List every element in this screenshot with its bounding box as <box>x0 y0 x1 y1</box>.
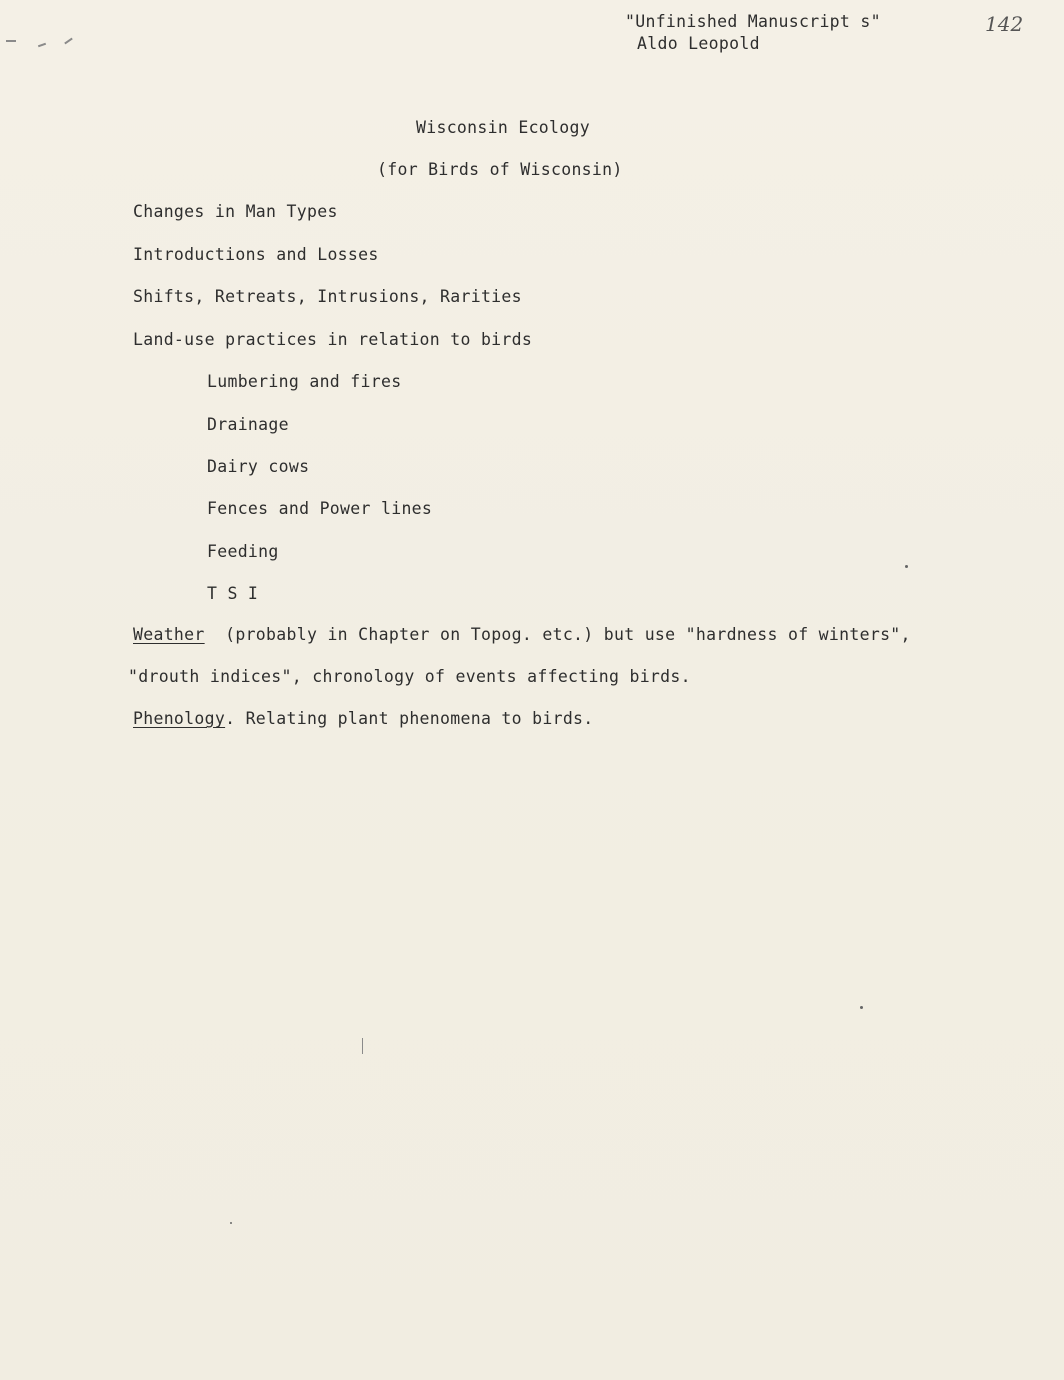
stray-mark <box>38 43 46 48</box>
stray-mark <box>6 40 16 42</box>
land-use-item: Feeding <box>207 542 279 561</box>
topic-item: Introductions and Losses <box>133 245 379 264</box>
phenology-line <box>133 709 594 729</box>
stray-mark <box>362 1038 363 1054</box>
phenology-text: . Relating plant phenomena to birds. <box>225 709 594 728</box>
land-use-item: T S I <box>207 584 259 603</box>
page-number: 142 <box>985 12 1024 36</box>
land-use-item: Drainage <box>207 415 289 434</box>
topic-item: Changes in Man Types <box>133 202 338 221</box>
ink-speck <box>905 565 908 568</box>
topic-item: Shifts, Retreats, Intrusions, Rarities <box>133 287 522 306</box>
phenology-label: Phenology <box>133 709 226 728</box>
stray-mark <box>64 38 73 45</box>
weather-text: (probably in Chapter on Topog. etc.) but use "hardness of winters", <box>225 625 911 644</box>
collection-title: "Unfinished Manuscript s" <box>625 12 881 31</box>
ink-speck <box>860 1006 863 1009</box>
land-use-item: Lumbering and fires <box>207 372 402 391</box>
weather-line <box>133 625 911 645</box>
page-subtitle: (for Birds of Wisconsin) <box>377 160 623 179</box>
weather-continuation: "drouth indices", chronology of events affecting birds. <box>128 667 691 686</box>
topic-item: Land-use practices in relation to birds <box>133 330 533 349</box>
land-use-item: Dairy cows <box>207 457 310 476</box>
ink-speck <box>230 1222 232 1224</box>
weather-label: Weather <box>133 625 205 644</box>
author-name: Aldo Leopold <box>637 34 760 53</box>
land-use-item: Fences and Power lines <box>207 499 433 518</box>
page-title: Wisconsin Ecology <box>416 118 590 137</box>
